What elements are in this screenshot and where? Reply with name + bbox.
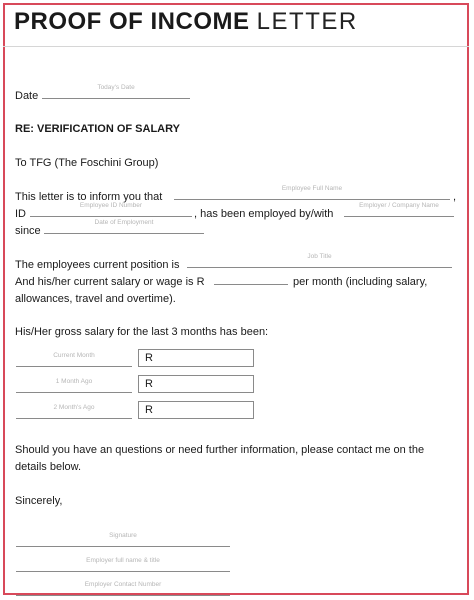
one-month-ago-placeholder: 1 Month Ago	[55, 378, 93, 385]
id-number-placeholder: Employee ID Number	[79, 202, 143, 209]
salary-box-two-months-ago[interactable]: R	[138, 401, 254, 419]
closing-line-2: details below.	[15, 461, 82, 473]
two-months-ago-placeholder: 2 Month's Ago	[53, 404, 95, 411]
title-light: LETTER	[256, 8, 358, 35]
document-title	[14, 8, 358, 36]
date-placeholder: Today's Date	[97, 84, 135, 91]
salary-text: And his/her current salary or wage is R	[15, 276, 205, 288]
date-field[interactable]	[42, 86, 190, 99]
month-label-field-2[interactable]	[16, 406, 132, 419]
allowances-text: allowances, travel and overtime).	[15, 293, 176, 305]
date-label: Date	[15, 90, 39, 102]
month-label-field-0[interactable]	[16, 354, 132, 367]
position-text: The employees current position is	[15, 259, 180, 271]
job-title-placeholder: Job Title	[307, 253, 332, 260]
signature-field[interactable]	[16, 534, 230, 547]
signature-placeholder: Signature	[109, 532, 137, 539]
salary-box-current-month[interactable]: R	[138, 349, 254, 367]
current-month-placeholder: Current Month	[53, 352, 95, 359]
title-divider	[3, 46, 469, 47]
gross-heading: His/Her gross salary for the last 3 months has been:	[15, 326, 269, 338]
salary-field[interactable]	[214, 272, 288, 285]
intro-text: This letter is to inform you that	[15, 191, 163, 203]
salary-box-one-month-ago[interactable]: R	[138, 375, 254, 393]
employment-date-field[interactable]	[44, 221, 204, 234]
month-label-field-1[interactable]	[16, 380, 132, 393]
comma: ,	[453, 191, 457, 203]
title-bold: PROOF OF INCOME	[14, 8, 250, 35]
employer-name-title-field[interactable]	[16, 559, 230, 572]
since-label: since	[15, 225, 41, 237]
employer-name-title-placeholder: Employer full name & title	[86, 557, 160, 564]
sincerely: Sincerely,	[15, 495, 63, 507]
employee-name-field[interactable]	[174, 187, 450, 200]
per-month-text: per month (including salary,	[293, 276, 428, 288]
recipient-line: To TFG (The Foschini Group)	[15, 157, 159, 169]
employee-name-placeholder: Employee Full Name	[281, 185, 343, 192]
re-heading: RE: VERIFICATION OF SALARY	[15, 123, 180, 135]
job-title-field[interactable]	[187, 255, 452, 268]
employer-contact-field[interactable]	[16, 583, 230, 596]
employer-field[interactable]	[344, 204, 454, 217]
id-label: ID	[15, 208, 26, 220]
closing-line-1: Should you have an questions or need further information, please contact me on the	[15, 444, 425, 456]
id-number-field[interactable]	[30, 204, 192, 217]
employed-text: , has been employed by/with	[194, 208, 334, 220]
employment-date-placeholder: Date of Employment	[94, 219, 154, 226]
employer-placeholder: Employer / Company Name	[359, 202, 439, 209]
employer-contact-placeholder: Employer Contact Number	[84, 581, 162, 588]
